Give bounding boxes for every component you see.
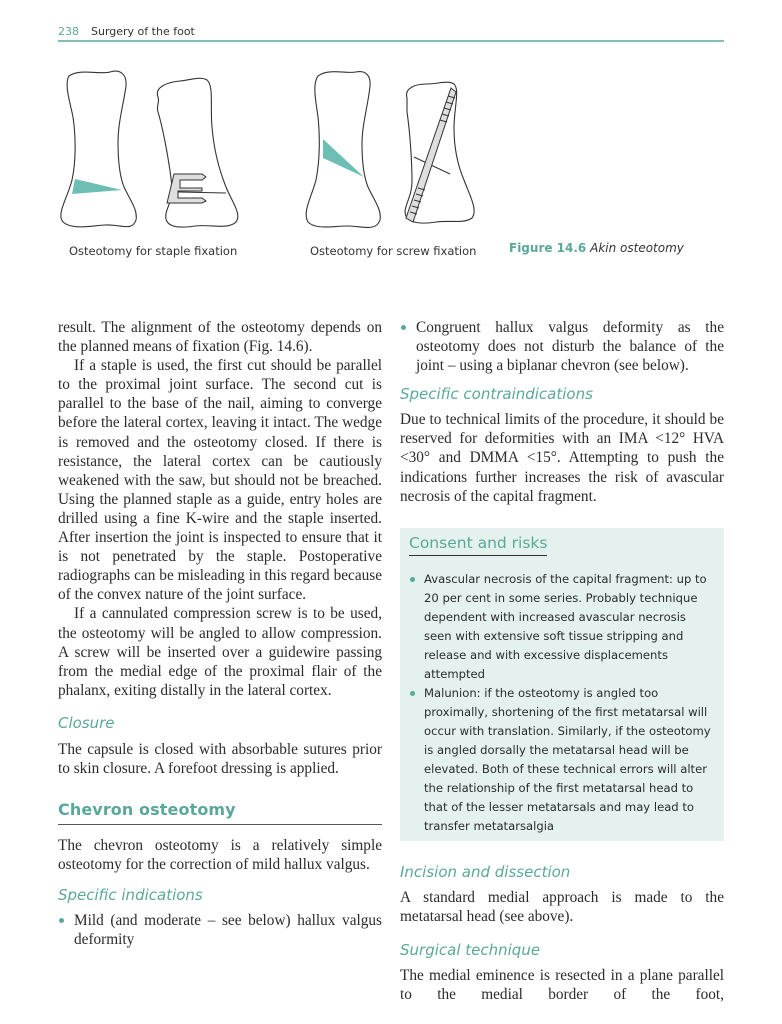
bullet-icon <box>401 325 406 330</box>
figure-caption <box>509 241 684 255</box>
bullet-icon <box>410 577 415 582</box>
bone-staple-fixed <box>157 78 238 227</box>
figure-illustration <box>50 62 740 262</box>
specific-indications-heading: Specific indications <box>58 886 203 905</box>
closure-heading: Closure <box>58 713 115 732</box>
paragraph: A standard medial approach is made to the metatarsal head (see above). <box>400 889 724 926</box>
chevron-osteotomy-heading: Chevron osteotomy <box>58 800 382 825</box>
right-column-lower <box>400 862 724 1004</box>
paragraph: The capsule is closed with absorbable sutures prior to skin closure. A forefoot dressing is applied. <box>58 740 382 777</box>
risks-list <box>408 570 716 836</box>
list-item: Malunion: if the osteotomy is angled too proximally, shortening of the first metatarsal will occur with translation. Similarly, if the osteotomy is angled dorsally the metatarsal head will be elevated. Both of these technical errors will alter the relationship of the first metatarsal head to that of the lesser metatarsals and may lead to transfer metatarsalgia <box>408 684 716 836</box>
indications-list-continued <box>400 318 724 375</box>
indications-list <box>58 911 382 949</box>
page-number: 238 <box>58 25 79 38</box>
paragraph: If a cannulated compression screw is to be used, the osteotomy will be angled to allow compression. A screw will be inserted over a guidewire passing from the medial edge of the proximal flair of the phalanx, exiting distally in the lateral cortex. <box>58 605 382 699</box>
bone-screw-preop <box>306 72 380 228</box>
list-item: Avascular necrosis of the capital fragment: up to 20 per cent in some series. Probably technique dependent with increased avascular necrosis seen with extensive soft tissue stripping and release and with excessive displacements attempted <box>408 570 716 684</box>
compression-screw <box>406 88 456 222</box>
paragraph: If a staple is used, the first cut should be parallel to the proximal joint surface. The second cut is parallel to the base of the nail, aiming to converge before the lateral cortex, leaving it intact. The wedge is removed and the osteotomy closed. If there is resistance, the lateral cortex can be cautiously weakened with the saw, but should not be breached. Using the planned staple as a guide, entry holes are drilled using a fine K-wire and the staple inserted. After insertion the joint is inspected to ensure that it is not penetrated by the staple. Postoperative radiographs can be misleading in this regard because of the convex nature of the joint surface. <box>58 357 382 604</box>
bullet-icon <box>410 691 415 696</box>
bone-outline <box>61 71 136 227</box>
figure-14-6 <box>50 62 740 262</box>
paragraph: The chevron osteotomy is a relatively simple osteotomy for the correction of mild hallux valgus. <box>58 837 382 874</box>
bone-screw-fixed <box>405 82 474 223</box>
staple-implant <box>167 174 206 203</box>
bullet-icon <box>59 918 64 923</box>
wedge-resection <box>72 179 122 194</box>
paragraph: result. The alignment of the osteotomy depends on the planned means of fixation (Fig. 14.6). <box>58 319 382 356</box>
bone-outline <box>306 72 380 228</box>
figure-number: Figure 14.6 <box>509 241 587 255</box>
figure-label-screw: Osteotomy for screw fixation <box>310 244 477 258</box>
left-column <box>58 318 382 949</box>
consent-and-risks-box <box>400 528 724 841</box>
bone-outline <box>157 78 238 227</box>
running-title: Surgery of the foot <box>91 25 195 38</box>
right-column <box>400 318 724 506</box>
figure-caption-text: Akin osteotomy <box>590 241 684 255</box>
bone-staple-preop <box>61 71 136 227</box>
wedge-resection <box>323 139 364 177</box>
specific-contraindications-heading: Specific contraindications <box>400 385 593 404</box>
surgical-technique-heading: Surgical technique <box>400 941 541 960</box>
incision-heading: Incision and dissection <box>400 863 571 881</box>
paragraph: The medial eminence is resected in a plane parallel to the medial border of the foot, <box>400 967 724 1004</box>
consent-heading: Consent and risks <box>409 534 547 556</box>
list-item: Mild (and moderate – see below) hallux valgus deformity <box>58 911 382 949</box>
figure-label-staple: Osteotomy for staple fixation <box>69 244 238 258</box>
running-header <box>58 22 724 42</box>
osteotomy-line <box>178 192 226 193</box>
list-item: Congruent hallux valgus deformity as the osteotomy does not disturb the balance of the joint – using a biplanar chevron (see below). <box>400 318 724 375</box>
paragraph: Due to technical limits of the procedure, it should be reserved for deformities with an IMA <12° HVA <30° and DMMA <15°. Attempting to push the indications further increases the risk of avascular necrosis of the capital fragment. <box>400 411 724 505</box>
